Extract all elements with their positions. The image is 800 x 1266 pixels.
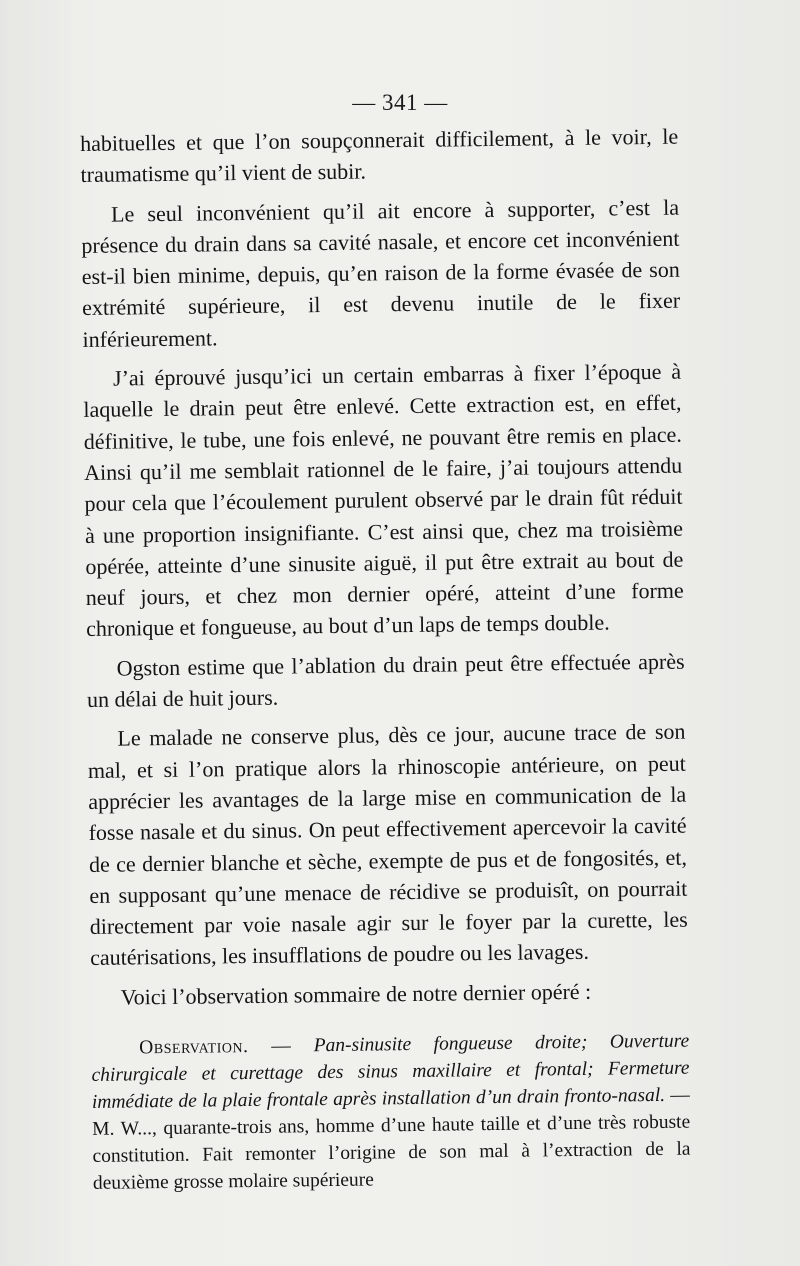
observation-block [91, 1028, 691, 1197]
paragraph: Voici l’observation sommaire de notre dernier opéré : [120, 978, 592, 1010]
paragraph: habituelles et que l’on soupçonnerait difficilement, à le voir, le traumatisme qu’il vient de subir. [80, 123, 679, 188]
observation-label: Observation. — [139, 1035, 292, 1059]
paragraph: Le seul inconvénient qu’il ait encore à supporter, c’est la présence du drain dans sa cavité nasale, et encore cet inconvénient est-il bien minime, depuis, qu’en raison de la forme évasée de son extrémité supérieure, il est devenu inutile de le fixer inférieurement. [81, 194, 681, 352]
paragraph: Ogston estime que l’ablation du drain peut être effectuée après un délai de huit jours. [86, 648, 685, 713]
paragraph: J’ai éprouvé jusqu’ici un certain embarras à fixer l’époque à laquelle le drain peut être enlevé. Cette extraction est, en effet, définitive, le tube, une fois enlevé, ne pouvant être remis en place. Ainsi qu’il me semblait rationnel de le faire, j’ai toujours attendu pour cela que l’écoulement purulent observé par le drain fût réduit à une proportion insignifiante. C’est ainsi que, chez ma troisième opérée, atteinte d’une sinusite aiguë, il put être extrait au bout de neuf jours, et chez mon dernier opéré, atteint d’une forme chronique et fongueuse, au bout d’un laps de temps double. [83, 358, 684, 642]
observation-title: Pan-sinusite fongueuse droite; Ouverture chirurgicale et curettage des sinus maxillaire et frontal; Fermeture immédiate de la plaie frontale après installation d’un drain fronto-nasal. [91, 1030, 690, 1113]
body-text [80, 121, 691, 1217]
paragraph: Le malade ne conserve plus, dès ce jour, aucune trace de son mal, et si l’on pratique alors la rhinoscopie antérieure, on peut apprécier les avantages de la large mise en communication de la fosse nasale et du sinus. On peut effectivement apercevoir la cavité de ce dernier blanche et sèche, exempte de pus et de fongosités, et, en supposant qu’une menace de récidive se produisît, on pourrait directement par voie nasale agir sur le foyer par la curette, les cautérisations, les insufflations de poudre ou les lavages. [87, 718, 688, 971]
observation-body: — M. W..., quarante-trois ans, homme d’une haute taille et d’une très robuste constitution. Fait remonter l’origine de son mal à l’extraction de la deuxième grosse molaire supérieure [92, 1084, 691, 1194]
page-number: — 341 — [352, 90, 448, 115]
